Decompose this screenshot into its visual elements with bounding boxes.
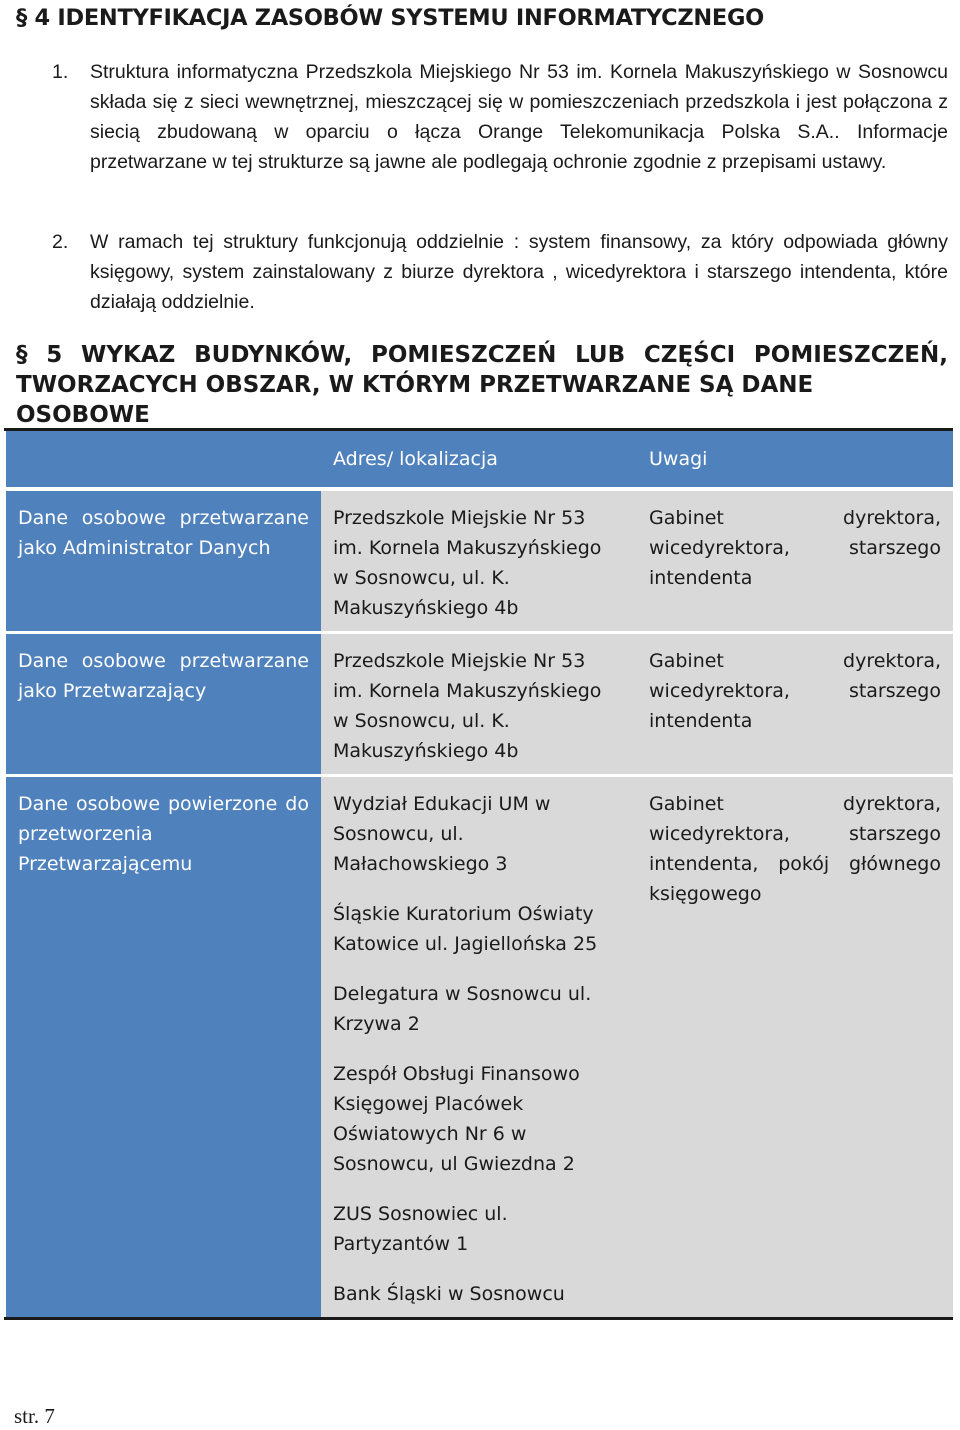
address-entry: ZUS Sosnowiec ul. Partyzantów 1 [333,1203,508,1255]
row-notes [637,776,953,1319]
address-entry: Przedszkole Miejskie Nr 53 im. Kornela Makuszyńskiego w Sosnowcu, ul. K. Makuszyńskiego 4b [333,650,602,762]
item-text: Struktura informatyczna Przedszkola Miejskiego Nr 53 im. Kornela Makuszyńskiego w Sosnowcu składa się z sieci wewnętrznej, mieszczącej się w pomieszczeniach przedszkola i jest połączona z siecią zbudowaną w oparciu o łącza Orange Telekomunikacja Polska S.A.. Informacje przetwarzane w tej strukturze są jawne ale podlegają ochronie zgodnie z przepisami ustawy. [90,61,948,173]
address-entry: Zespół Obsługi Finansowo Księgowej Placówek Oświatowych Nr 6 w Sosnowcu, ul Gwiezdna 2 [333,1063,580,1175]
address-entry: Wydział Edukacji UM w Sosnowcu, ul. Małachowskiego 3 [333,793,551,875]
section-5-title-line-2: TWORZACYCH OBSZAR, W KTÓRYM PRZETWARZANE SĄ DANE OSOBOWE [16,372,814,428]
notes-text: Gabinet dyrektora, wicedyrektora, starszego intendenta [649,650,941,732]
section-4-heading [16,3,948,33]
row-label-text: Dane osobowe powierzone do przetworzenia Przetwarzającemu [18,793,309,875]
header-empty [5,430,321,490]
notes-text: Gabinet dyrektora, wicedyrektora, starszego intendenta [649,507,941,589]
section-5-heading [16,340,948,430]
row-address [321,776,637,1319]
row-label [5,633,321,776]
section-4-item-2 [52,227,948,317]
row-label [5,776,321,1319]
section-4-item-1 [52,57,948,177]
header-notes: Uwagi [637,430,953,490]
row-address [321,633,637,776]
table-row [5,633,953,776]
table-header-row [5,430,953,490]
address-entry: Śląskie Kuratorium Oświaty Katowice ul. Jagiellońska 25 [333,903,598,955]
row-label-text: Dane osobowe przetwarzane jako Przetwarzający [18,650,309,702]
section-4-title: 4 IDENTYFIKACJA ZASOBÓW SYSTEMU INFORMATYCZNEGO [34,5,764,31]
address-entry: Delegatura w Sosnowcu ul. Krzywa 2 [333,983,592,1035]
section-5-title-text-1: 5 WYKAZ BUDYNKÓW, POMIESZCZEŃ LUB CZĘŚCI POMIESZCZEŃ, [46,342,948,368]
row-notes [637,633,953,776]
page-number: str. 7 [14,1404,55,1428]
notes-text: Gabinet dyrektora, wicedyrektora, starszego intendenta, pokój głównego księgowego [649,793,941,905]
item-text: W ramach tej struktury funkcjonują oddzielnie : system finansowy, za który odpowiada główny księgowy, system zainstalowany z biurze dyrektora , wicedyrektora i starszego intendenta, które działają oddzielnie. [90,231,948,313]
row-address [321,489,637,633]
row-label-text: Dane osobowe przetwarzane jako Administrator Danych [18,507,309,559]
locations-table [4,428,953,1320]
row-notes [637,489,953,633]
item-number: 1. [52,61,69,83]
section-sign: § [16,5,27,31]
address-entry: Przedszkole Miejskie Nr 53 im. Kornela Makuszyńskiego w Sosnowcu, ul. K. Makuszyńskiego 4b [333,507,602,619]
section-5-title-line-1 [16,340,948,370]
table-row [5,776,953,1319]
section-sign: § [16,342,28,368]
table-row [5,489,953,633]
item-number: 2. [52,231,69,253]
header-address: Adres/ lokalizacja [321,430,637,490]
address-entry: Bank Śląski w Sosnowcu [333,1283,565,1305]
row-label [5,489,321,633]
